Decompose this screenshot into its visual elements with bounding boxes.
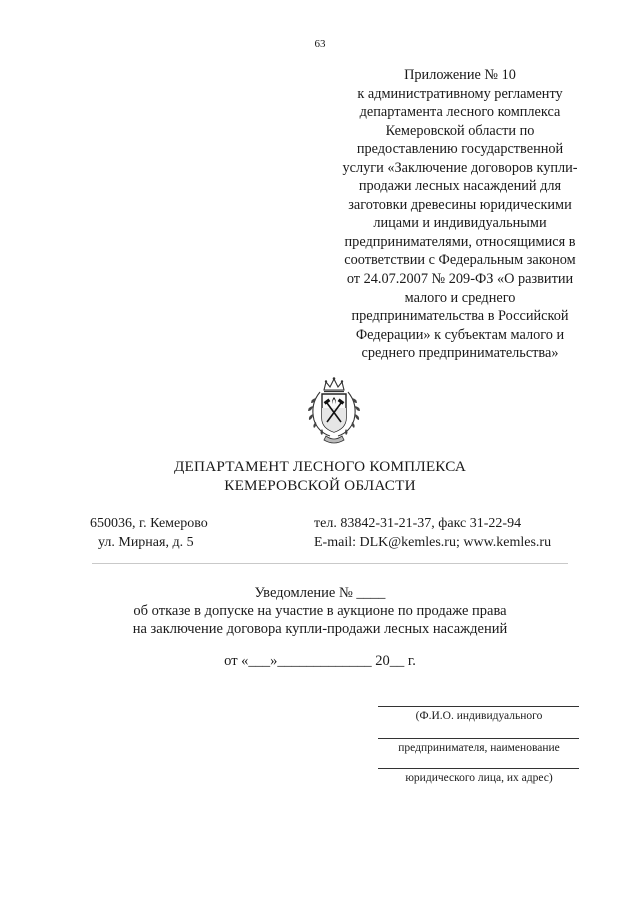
appendix-line: предпринимателями, относящимися в	[344, 233, 576, 250]
page-number: 63	[314, 38, 326, 50]
appendix-line: Приложение № 10	[404, 67, 516, 83]
appendix-line: Федерации» к субъектам малого и	[355, 326, 565, 343]
appendix-line: продажи лесных насаждений для	[358, 178, 562, 195]
header-divider	[92, 563, 568, 564]
department-name-line2: КЕМЕРОВСКОЙ ОБЛАСТИ	[224, 477, 416, 494]
notice-subject-line1: об отказе в допуске на участие в аукционе по продаже права	[133, 603, 507, 619]
appendix-line: среднего предпринимательства»	[361, 345, 559, 362]
appendix-line: малого и среднего	[404, 289, 516, 306]
appendix-line: департамента лесного комплекса	[359, 104, 561, 121]
notice-date: от «___»_____________ 20__ г.	[224, 653, 416, 669]
postal-address	[90, 514, 208, 552]
appendix-line: заготовки древесины юридическими	[348, 196, 572, 213]
appendix-line: предпринимательства в Российской	[351, 308, 569, 325]
appendix-line: к административному регламенту	[357, 85, 563, 102]
contact-info	[314, 514, 551, 552]
appendix-line: услуги «Заключение договоров купли-	[342, 159, 578, 176]
address-line: 650036, г. Кемерово	[90, 516, 208, 531]
appendix-line: предоставлению государственной	[356, 141, 564, 158]
notice-subject-line2: на заключение договора купли-продажи лесных насаждений	[132, 621, 508, 637]
phone-fax-line: тел. 83842-31-21-37, факс 31-22-94	[314, 516, 522, 531]
recipient-caption: (Ф.И.О. индивидуального	[415, 710, 543, 722]
appendix-line: лицами и индивидуальными	[373, 215, 547, 232]
appendix-header	[322, 66, 598, 363]
appendix-line: соответствии с Федеральным законом	[344, 252, 576, 269]
recipient-caption: юридического лица, их адрес)	[405, 772, 553, 784]
address-line: ул. Мирная, д. 5	[98, 535, 194, 550]
appendix-line: Кемеровской области по	[385, 122, 535, 139]
appendix-line: от 24.07.2007 № 209-ФЗ «О развитии	[346, 271, 574, 288]
coat-of-arms-icon	[302, 376, 366, 444]
notice-title: Уведомление № ____	[254, 585, 386, 601]
recipient-caption: предпринимателя, наименование	[398, 742, 560, 754]
recipient-fill-line	[378, 768, 579, 769]
email-web-line: E-mail: DLK@kemles.ru; www.kemles.ru	[314, 535, 552, 550]
recipient-fill-line	[378, 738, 579, 739]
recipient-fill-line	[378, 706, 579, 707]
department-name-line1: ДЕПАРТАМЕНТ ЛЕСНОГО КОМПЛЕКСА	[174, 458, 466, 475]
